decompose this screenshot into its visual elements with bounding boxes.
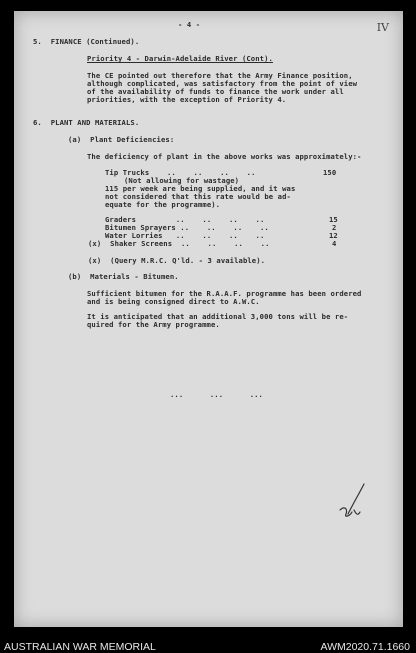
- deficiency-intro: The deficiency of plant in the above works was approximately:-: [87, 152, 362, 161]
- plant-row-label: Bitumen Sprayers .. .. .. ..: [105, 223, 269, 232]
- archive-footer: [0, 629, 416, 653]
- page-number: - 4 -: [178, 20, 201, 29]
- document-page: - 4 - IV 5. FINANCE (Continued). Priority 4 - Darwin-Adelaide River (Cont). The CE pointed out therefore that the Army Finance position, although complicated, was satisfactory from the point of view of the availability of funds to finance the work under all priorities, with the exception of Priority 4. 6. PLANT AND MATERIALS. (a) Plant Deficiencies: The deficiency of plant in the above works was approximately:- Tip Trucks .. .. .. .. 150 (Not allowing for wastage) 115 per week are being supplied, and it was not considered that this rate would be ad- equate for the programme). Graders .. .. .. .. 15 Bitumen Sprayers .. .. .. .. 2 Water Lorries .. .. .. .. 12 (x) Shaker Screens .. .. .. .. 4 (x) (Query M.R.C. Q'ld. - 3 available). (b) Materials - Bitumen. Sufficient bitumen for the R.A.A.F. programme has been ordered and is being consigned direct to A.W.C. It is anticipated that an additional 3,000 tons will be re- quired for the Army programme. ... ... ...: [14, 11, 403, 627]
- section-6-heading: 6. PLANT AND MATERIALS.: [33, 118, 140, 127]
- footer-institution: AUSTRALIAN WAR MEMORIAL: [4, 641, 156, 653]
- plant-row-label: Water Lorries .. .. .. ..: [105, 231, 265, 240]
- query-note: (x) (Query M.R.C. Q'ld. - 3 available).: [88, 256, 266, 265]
- footer-accession-number: AWM2020.71.1660: [320, 641, 410, 653]
- tip-trucks-value: 150: [323, 168, 337, 177]
- tip-trucks-label: Tip Trucks .. .. .. ..: [105, 168, 256, 177]
- plant-row-value: 2: [332, 223, 337, 232]
- plant-row-label: (x) Shaker Screens .. .. .. ..: [88, 239, 270, 248]
- plant-deficiencies-heading: (a) Plant Deficiencies:: [68, 135, 175, 144]
- section-5-heading: 5. FINANCE (Continued).: [33, 37, 140, 46]
- plant-row-value: 15: [329, 215, 338, 224]
- end-marks: ... ... ...: [170, 390, 263, 399]
- priority-4-title: Priority 4 - Darwin-Adelaide River (Cont).: [87, 54, 273, 63]
- corner-mark: IV: [376, 21, 389, 34]
- plant-row-value: 12: [329, 231, 338, 240]
- plant-row-label: Graders .. .. .. ..: [105, 215, 265, 224]
- plant-row-value: 4: [332, 239, 337, 248]
- materials-bitumen-heading: (b) Materials - Bitumen.: [68, 272, 179, 281]
- handwritten-initials: [334, 480, 370, 520]
